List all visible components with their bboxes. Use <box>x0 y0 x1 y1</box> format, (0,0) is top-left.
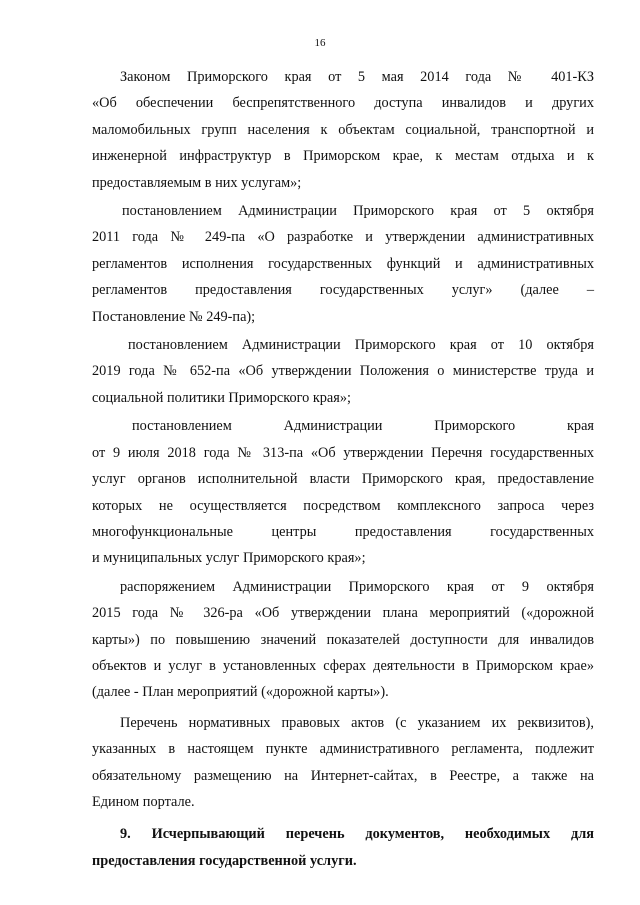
text-line: 2019 года № 652-па «Об утверждении Положения о министерстве труда и <box>92 363 594 380</box>
section-heading-9 <box>92 821 594 874</box>
text-line: Перечень нормативных правовых актов (с указанием их реквизитов), <box>120 714 594 731</box>
text-line: 2015 года № 326-ра «Об утверждении плана мероприятий («дорожной <box>92 605 594 622</box>
text-line: предоставляемым в них услугам»; <box>92 174 302 191</box>
text-line: постановлением Администрации Приморского края от 10 октября <box>128 337 594 354</box>
paragraph-order-326 <box>92 574 594 706</box>
text-line: объектов и услуг в установленных сферах деятельности в Приморском крае» <box>92 657 594 674</box>
text-line: Едином портале. <box>92 793 195 810</box>
paragraph-resolution-313 <box>92 413 594 571</box>
text-line: маломобильных групп населения к объектам социальной, транспортной и <box>92 121 594 138</box>
text-line: социальной политики Приморского края»; <box>92 389 351 406</box>
text-line: 9. Исчерпывающий перечень документов, необходимых для <box>120 826 594 843</box>
text-line: регламентов предоставления государственных услуг» (далее – <box>92 282 594 299</box>
document-body <box>92 64 594 874</box>
text-line: которых не осуществляется посредством комплексного запроса через <box>92 497 594 514</box>
paragraph-resolution-249 <box>92 198 594 330</box>
text-line: предоставления государственной услуги. <box>92 852 357 869</box>
text-line: Законом Приморского края от 5 мая 2014 года № 401-КЗ <box>120 69 594 85</box>
text-line: инженерной инфраструктур в Приморском крае, к местам отдыха и к <box>92 148 594 165</box>
text-line: обязательному размещению на Интернет-сайтах, в Реестре, а также на <box>92 767 594 784</box>
text-line: от 9 июля 2018 года № 313-па «Об утверждении Перечня государственных <box>92 444 594 461</box>
paragraph-law-primorsky-krai <box>92 64 594 196</box>
text-line: услуг органов исполнительной власти Приморского края, предоставление <box>92 471 594 488</box>
page-number: 16 <box>314 37 326 49</box>
text-line: и муниципальных услуг Приморского края»; <box>92 550 366 567</box>
text-line: многофункциональные центры предоставления государственных <box>92 523 594 540</box>
text-line: «Об обеспечении беспрепятственного доступа инвалидов и других <box>92 95 594 112</box>
text-line: распоряжением Администрации Приморского края от 9 октября <box>120 578 594 595</box>
text-line: 2011 года № 249-па «О разработке и утверждении административных <box>92 229 594 246</box>
text-line: постановлением Администрации Приморского края <box>132 418 594 435</box>
text-line: карты») по повышению значений показателей доступности для инвалидов <box>92 631 594 648</box>
paragraph-list-of-acts <box>92 710 594 816</box>
text-line: указанных в настоящем пункте административного регламента, подлежит <box>92 741 594 758</box>
text-line: Постановление № 249-па); <box>92 308 256 325</box>
paragraph-resolution-652 <box>92 332 594 411</box>
text-line: постановлением Администрации Приморского края от 5 октября <box>122 203 594 220</box>
text-line: (далее - План мероприятий («дорожной карты»). <box>92 684 389 701</box>
text-line: регламентов исполнения государственных функций и административных <box>92 255 594 272</box>
